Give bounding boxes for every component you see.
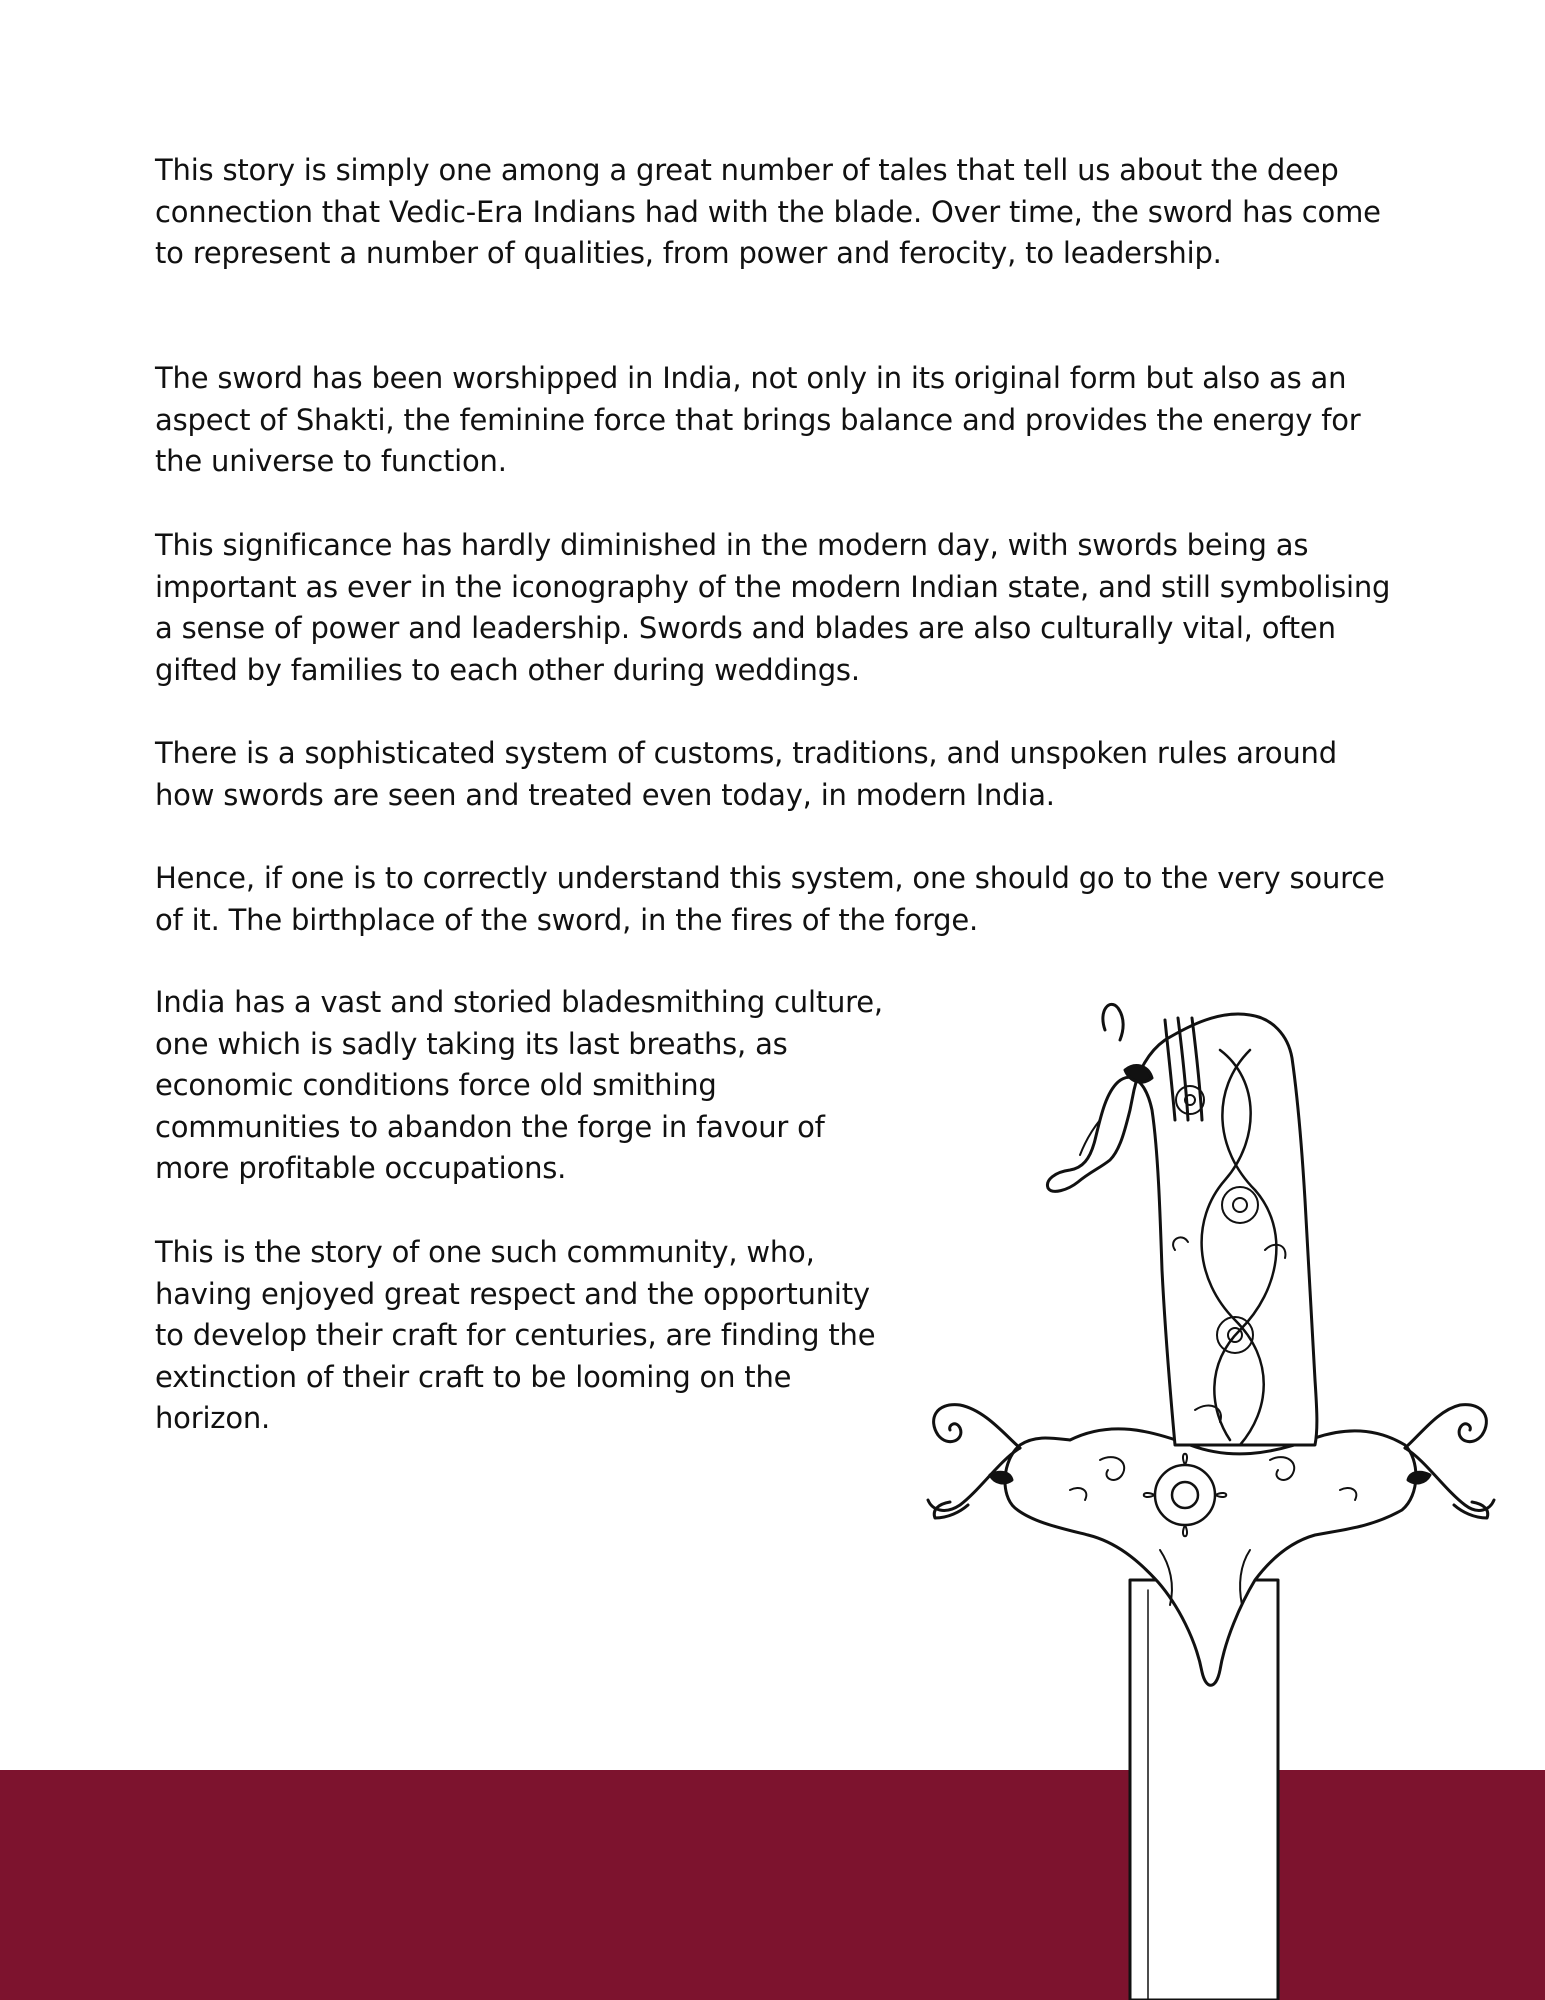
sword-hilt-icon	[920, 990, 1500, 2000]
paragraph-community-story: This is the story of one such community, who, having enjoyed great respect and the opportunity to develop their craft for centuries, are finding the extinction of their craft to be looming on the horizon.	[155, 1235, 876, 1436]
paragraph-modern-significance: This significance has hardly diminished in the modern day, with swords being as important as ever in the iconography of the modern Indian state, and still symbolising a sense of power and leadership. Swords and blades are also culturally vital, often gifted by families to each other during weddings.	[155, 528, 1391, 687]
paragraph-bladesmithing-culture: India has a vast and storied bladesmithing culture, one which is sadly taking its last breaths, as economic conditions force old smithing communities to abandon the forge in favour of more profitable occupations.	[155, 985, 883, 1186]
paragraph-shakti: The sword has been worshipped in India, not only in its original form but also as an aspect of Shakti, the feminine force that brings balance and provides the energy for the universe to function.	[155, 361, 1361, 479]
paragraph-forge-source: Hence, if one is to correctly understand this system, one should go to the very source of it. The birthplace of the sword, in the fires of the forge.	[155, 861, 1385, 937]
paragraph-vedic-blade: This story is simply one among a great number of tales that tell us about the deep connection that Vedic-Era Indians had with the blade. Over time, the sword has come to represent a number of qualities, from power and ferocity, to leadership.	[155, 153, 1381, 271]
paragraph-customs: There is a sophisticated system of customs, traditions, and unspoken rules around how swords are seen and treated even today, in modern India.	[155, 736, 1337, 812]
